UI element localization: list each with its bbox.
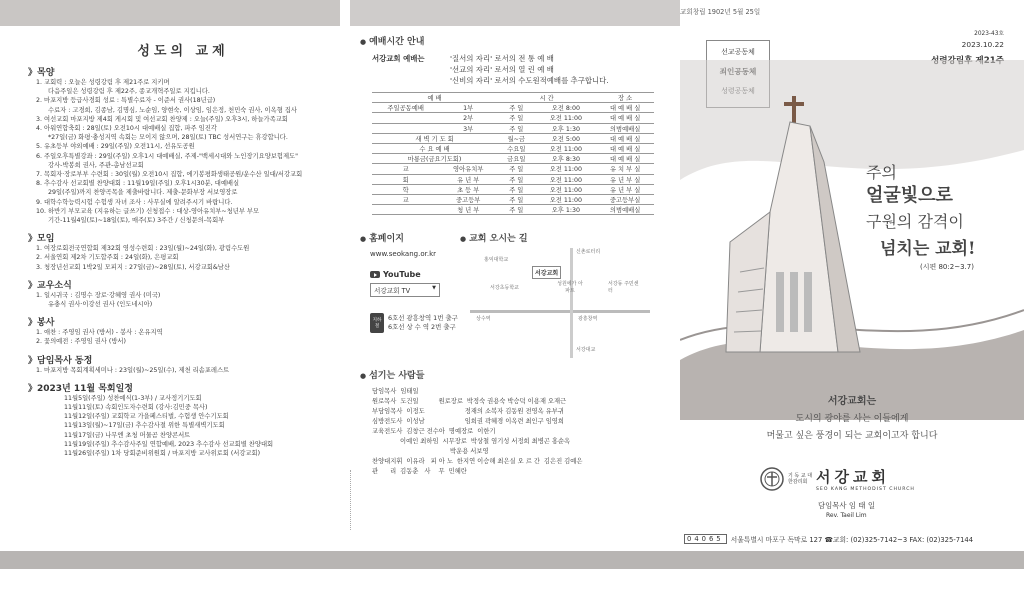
table-cell: 1부 (439, 103, 497, 113)
section-item: 11월17일(금) 나무엔 초청 머물곰 찬양콘서트 (64, 431, 191, 439)
left-title: 성도의 교제 (137, 44, 229, 59)
table-cell: 주 일 (497, 194, 535, 204)
left-column (28, 40, 338, 609)
church-seal-icon (760, 467, 784, 491)
mission-line: 머물고 싶은 풍경이 되는 교회이고자 합니다 (766, 431, 938, 441)
table-row (372, 143, 654, 153)
table-cell: 마룡금(금요기도회) (372, 154, 497, 164)
table-cell: 교 (372, 164, 439, 174)
youtube-label: YouTube (383, 270, 421, 280)
people-title: ● 섬기는 사람들 (360, 368, 670, 381)
table-row (372, 154, 654, 164)
church-eng: SEO KANG METHODIST CHURCH (816, 487, 915, 492)
section-item: 1. 애찬 : 주영임 권사 (방서) - 봉사 : 온유지역 (36, 329, 163, 337)
section-item: 7. 목회자·장로부부 수련회 : 30일(월) 오전10시 집합, 에기봉평화생태공원/운수산 일대/서강교회 (36, 171, 303, 179)
address-row (684, 534, 973, 544)
staff-row: 심방전도사 이성남 임희권 곽혜경 이옥련 최인구 임영희 (372, 418, 564, 426)
staff-row: 원로목사 도건일 원로장로 박정숙 권용숙 박승덕 이용재 오재근 (372, 398, 567, 406)
table-cell: 유 년 부 실 (596, 174, 654, 184)
table-cell (372, 123, 439, 133)
table-cell: 중고등부실 (596, 194, 654, 204)
verse (866, 160, 976, 259)
worship-table (372, 92, 654, 215)
table-cell: 새 벽 기 도 회 (372, 133, 497, 143)
verse-line: 구원의 감격이 (866, 212, 964, 231)
table-cell: 의범예배실 (596, 205, 654, 215)
table-cell: 유 년 부 실 (596, 184, 654, 194)
divider-line (350, 470, 357, 530)
table-cell: 수 요 예 배 (372, 143, 497, 153)
section-item: 6. 주일오후특별강좌 : 29일(주일) 오후1시 대예배실, 주제-"백세시대와 노인장기요양보험제도" (36, 152, 299, 160)
table-cell: 의범예배실 (596, 123, 654, 133)
worship-title: ● 예배시간 안내 (360, 34, 670, 47)
date: 2023.10.22 (961, 40, 1004, 49)
section-item: 11월5일(주일) 성찬예식(1-3부) / 교사정기기도회 (64, 394, 202, 402)
verse-line: 얼굴빛으로 (866, 185, 953, 206)
section-item: 11월12일(주일) 교회학교 가을페스티벌, 수험생 안수기도회 (64, 413, 229, 421)
section-item: 1. 마포지방 목회계획세미나 : 23일(월)~25일(수), 제천 리솜포레스트 (36, 366, 230, 374)
table-cell: 월~금 (497, 133, 535, 143)
section-heading: 》교우소식 (28, 280, 72, 291)
table-cell: 대 예 배 실 (596, 103, 654, 113)
table-cell: 대 예 배 실 (596, 133, 654, 143)
map-station: 광흥창역 (578, 316, 598, 323)
section-item: 기간-11월4일(토)~18일(토), 매주(토) 3주간 / 신청문의-목회부 (48, 217, 225, 225)
section-item: 2. 마포지방 등급사경회 성료 : 특별수료자 - 이준서 권사(18년급) (36, 97, 216, 105)
section-item: 1. 여장로회전국연합회 제32회 영성수련회 : 23일(월)~24일(화), 광림수도원 (36, 245, 250, 253)
seal-top: 기 독 교 대한감리회 (788, 473, 813, 485)
table-cell: 주 일 (497, 103, 535, 113)
subway-info (370, 313, 460, 333)
map-title: ● 교회 오시는 길 (460, 231, 670, 244)
section-item: 11월26일(주일) 1차 당회준비위원회 / 마포지방 교사위로회 (서강교회) (64, 450, 261, 458)
table-row (372, 205, 654, 215)
table-cell: 영아유치부 (439, 164, 497, 174)
mission (680, 392, 1024, 441)
th-time: 시 간 (497, 93, 596, 103)
church-logo (760, 466, 915, 492)
section-item: 2. 서울연회 제2차 기도합주회 : 24일(화), 은평교회 (36, 254, 179, 262)
table-cell (372, 113, 439, 123)
table-cell: 수요일 (497, 143, 535, 153)
map-road (470, 310, 650, 313)
staff-row: 이예인 최하임 시무장로 박상철 염기성 서정희 최병곤 홍순옥 (372, 438, 571, 446)
map[interactable] (470, 248, 650, 358)
info-row (360, 231, 670, 358)
intro-line: '선교의 자리' 로서의 열 린 예 배 (450, 65, 554, 74)
map-church-label: 서강교회 (532, 266, 561, 279)
homepage-title: ● 홈페이지 (360, 231, 460, 244)
table-cell: 오전 11:00 (536, 113, 597, 123)
pastor: 담임목사 임 태 일 (818, 501, 876, 510)
table-cell: 오후 1:30 (536, 205, 597, 215)
subway-icon: 지하철 (370, 313, 384, 333)
mission-line: 도시의 광야를 사는 이들에게 (795, 414, 909, 424)
staff-row: 박운용 서보영 (372, 448, 489, 456)
section-heading: 》모임 (28, 234, 55, 245)
intro-name: 서강교회 예배는 (372, 54, 425, 63)
map-road (570, 248, 573, 358)
staff-row: 부담임목사 이정도 정재의 소복자 김동원 전영옥 유부귀 (372, 408, 564, 416)
table-cell: 오후 1:30 (536, 123, 597, 133)
table-cell: 학 (372, 184, 439, 194)
map-label: 성원에가 아파트 (557, 281, 583, 295)
worship-intro (360, 53, 670, 86)
staff-row: 교육전도사 김창근 전수아 명예장로 이한기 (372, 428, 496, 436)
section-item: 1. 교회력 : 오늘은 성령강림 후 제21주로 지키며 (36, 79, 170, 86)
table-cell: 금요일 (497, 154, 535, 164)
table-cell: 대 예 배 실 (596, 154, 654, 164)
right-column (680, 0, 1024, 569)
map-label: 서강동 주민센터 (608, 281, 639, 295)
table-cell: 주 일 (497, 205, 535, 215)
section-item: 3. 청장년선교회 1박2일 모피지 : 27일(금)~28일(토), 서강교회&남산 (36, 263, 230, 271)
section-heading: 》담임목사 동정 (28, 355, 93, 366)
table-cell: 초 등 부 (439, 184, 497, 194)
table-cell: 주 일 (497, 113, 535, 123)
table-row (372, 113, 654, 123)
section-item: 3. 여선교회 마포지방 제4회 게시회 및 여선교회 찬양제 : 오늘(주일) 오후3시, 하늘가족교회 (36, 115, 288, 123)
intro-line: '질서의 자리' 로서의 전 통 예 배 (450, 54, 554, 63)
section-item: 29일(주일)까지 찬양곡목을 제출바랍니다. 제출-문화부장 서보영장로 (48, 189, 238, 197)
section-item: 11월13일(월)~17일(금) 추수감사절 위한 특별새벽기도회 (64, 422, 225, 430)
section-item: *27일(금) 화평·충성지역 속회는 모이지 않으며, 28일(토) TBC 성서연구는 휴강합니다. (48, 134, 288, 142)
table-cell: 회 (372, 174, 439, 184)
left-sections (28, 65, 338, 458)
table-cell: 유 치 부 실 (596, 164, 654, 174)
intro-line: '신비의 자리' 로서의 수도원적예배를 추구합니다. (450, 76, 609, 85)
middle-column (360, 34, 670, 603)
table-cell: 유 년 부 (439, 174, 497, 184)
youtube-icon (370, 271, 380, 278)
staff-row: 담임목사 임태일 (372, 388, 419, 396)
staff-row: 관 리 김동춘 사 무 민혜란 (372, 468, 467, 476)
top-band-middle (350, 0, 680, 26)
table-cell: 3부 (439, 123, 497, 133)
youtube-channel-select[interactable]: 서강교회 TV ▼ (370, 283, 440, 297)
section-item: 9. 대학수학능력시험 수험생 자녀 조사 : 사무실에 알려주시기 바랍니다. (36, 198, 233, 206)
church-building-illustration (720, 92, 880, 372)
section-item: 11월19일(주일) 추수감사주일 연합예배, 2023 추수감사 선교회별 찬양대회 (64, 440, 274, 448)
table-row (372, 123, 654, 133)
subway-line: 6호선 광흥창역 1번 출구 (388, 314, 458, 323)
section-item: 8. 추수감사 선교회별 찬양대회 : 11월19일(주일) 오후1시30분, 대예배실 (36, 180, 240, 188)
section-item: 수료자 : 고경희, 김종남, 김명심, 노순임, 양현숙, 이상임, 임은정, 천민숙 권사, 이옥형 집사 (48, 106, 297, 114)
chevron-down-icon: ▼ (432, 285, 436, 292)
map-label: 서강대교 (576, 347, 596, 354)
section-item: 1. 일시귀국 : 김명수 장로·강혜영 권사 (미국) (36, 291, 161, 299)
map-station: 상수역 (476, 316, 491, 323)
mission-line: 서강교회는 (827, 396, 877, 407)
table-row (372, 164, 654, 174)
table-cell: 오전 11:00 (536, 174, 597, 184)
verse-ref: (시편 80:2~3.7) (920, 263, 974, 271)
table-cell: 중고등부 (439, 194, 497, 204)
address: 서울특별시 마포구 독막로 127 ☎교회: (02)325-7142~3 FAX: (02)325-7144 (730, 536, 974, 544)
section-item: 10. 하반기 부모교육 (지유하는 글쓰기) 신청접수 : 대상-영아유치부~청년부 부모 (36, 207, 260, 215)
table-row (372, 184, 654, 194)
section-item: 11월11일(토) 속회인도자수련회 (강사:김민중 목사) (64, 404, 208, 412)
table-cell: 오전 8:00 (536, 103, 597, 113)
table-cell: 주 일 (497, 184, 535, 194)
pastor-eng: Rev. Taeil Lim (826, 512, 867, 519)
table-cell: 오전 11:00 (536, 194, 597, 204)
section-heading: 》2023년 11월 목회일정 (28, 383, 134, 394)
table-cell: 오전 11:00 (536, 143, 597, 153)
table-cell: 오후 8:30 (536, 154, 597, 164)
table-row (372, 103, 654, 113)
verse-line: 넘치는 교회! (880, 239, 976, 259)
verse-line: 주의 (866, 163, 897, 182)
people-list (372, 387, 670, 477)
church-name: 서강교회 (816, 468, 890, 486)
table-cell: 교 (372, 194, 439, 204)
section-item: 4. 아워연합축회 : 28일(토) 오전10시 대예배실 집합, 파주 임진각 (36, 125, 217, 133)
section-item: 2. 꽃의예전 : 주영임 권사 (방서) (36, 338, 126, 346)
table-cell: 주 일 (497, 174, 535, 184)
table-row (372, 174, 654, 184)
section-item: 5. 유초등부 야외예배 : 29일(주일) 오전11시, 선유도공원 (36, 143, 195, 151)
section-heading: 》목양 (28, 68, 55, 78)
table-cell: 주 일 (497, 123, 535, 133)
table-row (372, 194, 654, 204)
section-item: 다음주일은 성령강림 후 제22주, 종교개혁주일로 지킵니다. (48, 88, 210, 96)
table-cell: 오전 11:00 (536, 184, 597, 194)
founded: 교회창립 1902년 5월 25일 (680, 8, 761, 16)
youtube-block[interactable] (370, 270, 460, 279)
table-cell: 대 예 배 실 (596, 143, 654, 153)
table-cell: 주 일 (497, 164, 535, 174)
map-label: 신촌로터리 (576, 249, 601, 256)
table-cell: 2부 (439, 113, 497, 123)
table-cell: 청 년 부 (439, 205, 497, 215)
section-item: 강사-박봉희 권사, 주관-총남선교회 (48, 161, 144, 169)
section-item: 유충식 권사·이강선 권사 (인도네시아) (48, 301, 153, 309)
issue-no: 2023-43호 (974, 31, 1004, 37)
section-heading: 》봉사 (28, 318, 55, 329)
th-worship: 예 배 (372, 93, 497, 103)
zip-code: 04065 (684, 534, 727, 544)
staff-row: 찬양대지휘 이유라 피 아 노 한지연 이승해 최은실 오 르 간 김은진 김예은 (372, 458, 583, 466)
community: 선교공동체 (721, 48, 755, 56)
th-place: 장 소 (596, 93, 654, 103)
map-label: 서강초등학교 (490, 285, 519, 292)
table-cell: 오전 5:00 (536, 133, 597, 143)
homepage-url[interactable]: www.seokang.or.kr (370, 250, 436, 259)
table-cell (372, 205, 439, 215)
table-cell: 대 예 배 실 (596, 113, 654, 123)
top-band-left (0, 0, 340, 26)
table-cell: 주일공동예배 (372, 103, 439, 113)
subway-line: 6호선 상 수 역 2번 출구 (388, 323, 456, 332)
map-label: 홍익대학교 (484, 257, 509, 264)
table-cell: 오전 11:00 (536, 164, 597, 174)
table-row (372, 133, 654, 143)
